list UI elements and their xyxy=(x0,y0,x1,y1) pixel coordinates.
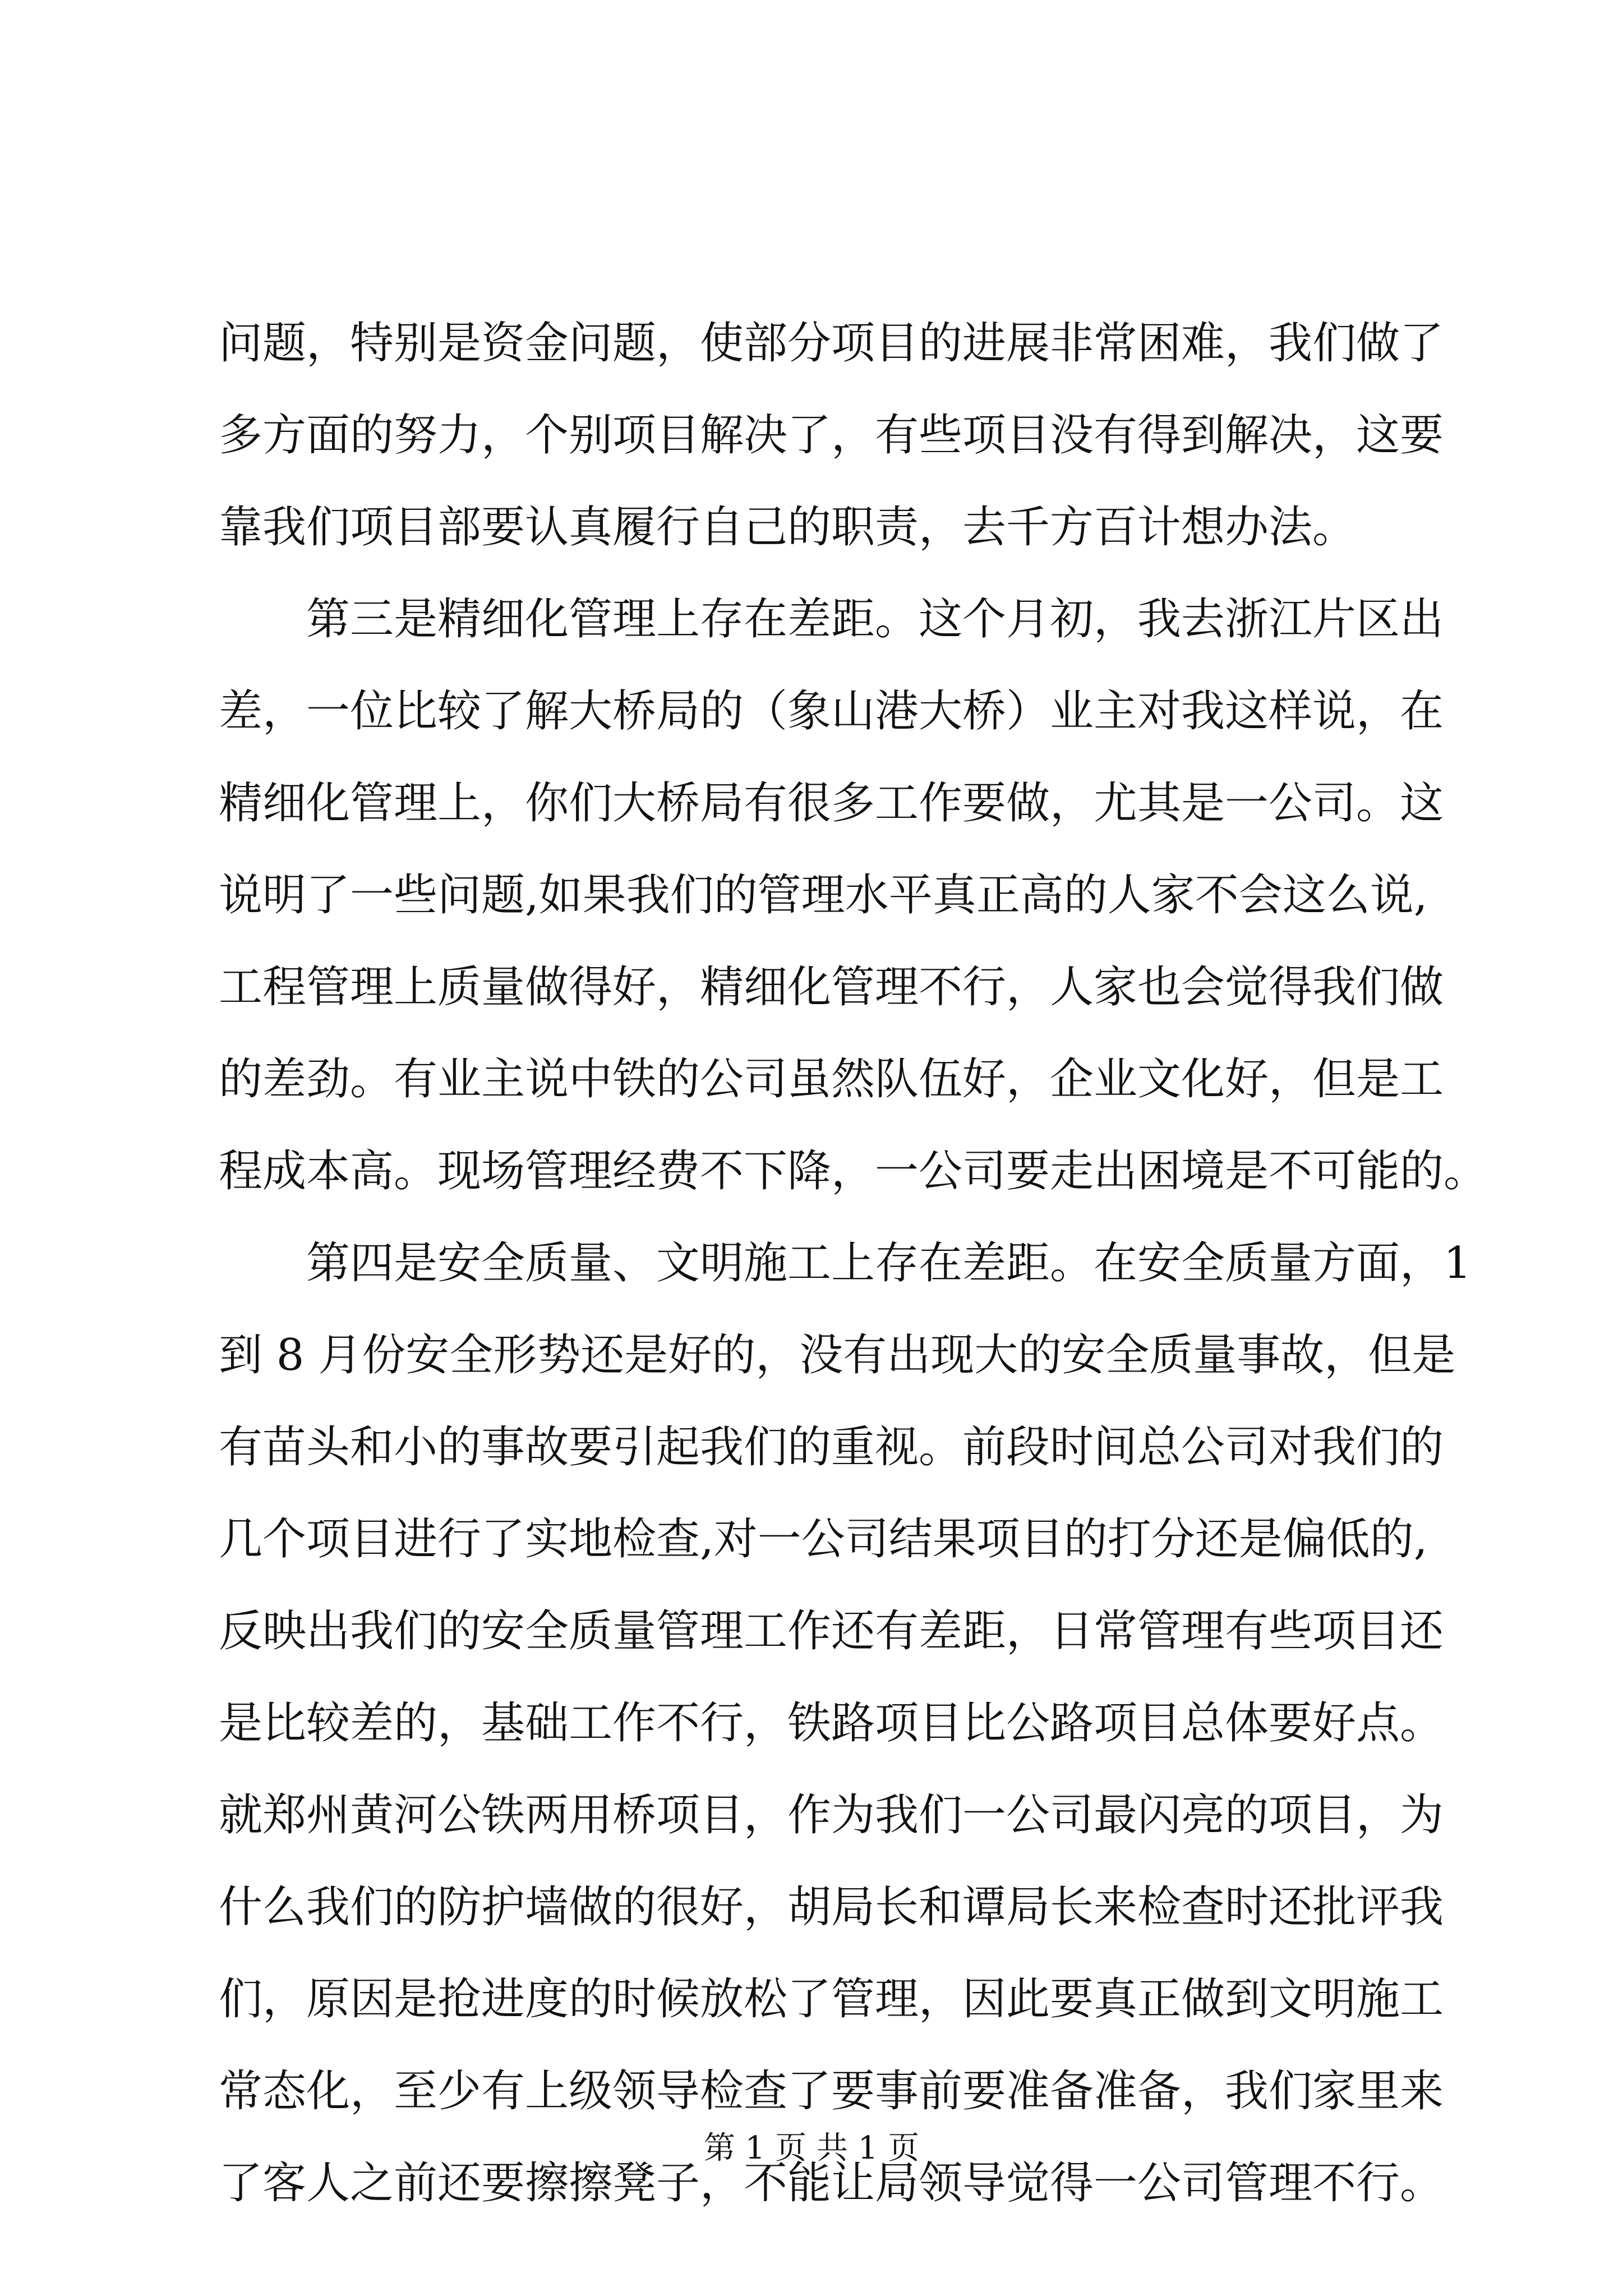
text-line: 反映出我们的安全质量管理工作还有差距，日常管理有些项目还 xyxy=(219,1606,1444,1657)
page-number-footer: 第 1 页 共 1 页 xyxy=(703,2130,920,2166)
text-line: 几个项目进行了实地检查,对一公司结果项目的打分还是偏低的, xyxy=(219,1514,1428,1565)
paragraph-start-line: 第三是精细化管理上存在差距。这个月初，我去浙江片区出 xyxy=(306,594,1444,645)
text-line: 了客人之前还要擦擦凳子，不能让局领导觉得一公司管理不行。 xyxy=(219,2158,1444,2208)
text-line: 多方面的努力，个别项目解决了，有些项目没有得到解决，这要 xyxy=(219,410,1444,461)
text-line: 们，原因是抢进度的时候放松了管理，因此要真正做到文明施工 xyxy=(219,1974,1444,2024)
text-line: 说明了一些问题,如果我们的管理水平真正高的人家不会这么说, xyxy=(219,870,1428,921)
text-line: 精细化管理上，你们大桥局有很多工作要做，尤其是一公司。这 xyxy=(219,778,1444,829)
text-line: 常态化，至少有上级领导检查了要事前要准备准备，我们家里来 xyxy=(219,2066,1444,2116)
text-line: 差，一位比较了解大桥局的（象山港大桥）业主对我这样说，在 xyxy=(219,686,1444,737)
text-line: 是比较差的，基础工作不行，铁路项目比公路项目总体要好点。 xyxy=(219,1698,1444,1749)
text-line: 就郑州黄河公铁两用桥项目，作为我们一公司最闪亮的项目，为 xyxy=(219,1790,1444,1841)
text-line: 什么我们的防护墙做的很好，胡局长和谭局长来检查时还批评我 xyxy=(219,1882,1444,1932)
text-line: 的差劲。有业主说中铁的公司虽然队伍好，企业文化好，但是工 xyxy=(219,1054,1444,1105)
text-line: 程成本高。现场管理经费不下降，一公司要走出困境是不可能的。 xyxy=(219,1146,1488,1197)
text-line: 靠我们项目部要认真履行自己的职责，去千方百计想办法。 xyxy=(219,502,1357,553)
text-line: 到 8 月份安全形势还是好的，没有出现大的安全质量事故，但是 xyxy=(219,1330,1456,1381)
text-line: 有苗头和小的事故要引起我们的重视。前段时间总公司对我们的 xyxy=(219,1422,1444,1473)
paragraph-start-line: 第四是安全质量、文明施工上存在差距。在安全质量方面，1 xyxy=(306,1238,1472,1289)
text-line: 工程管理上质量做得好，精细化管理不行，人家也会觉得我们做 xyxy=(219,962,1444,1013)
document-body xyxy=(219,297,1488,2229)
text-line: 问题，特别是资金问题，使部分项目的进展非常困难，我们做了 xyxy=(219,318,1444,369)
